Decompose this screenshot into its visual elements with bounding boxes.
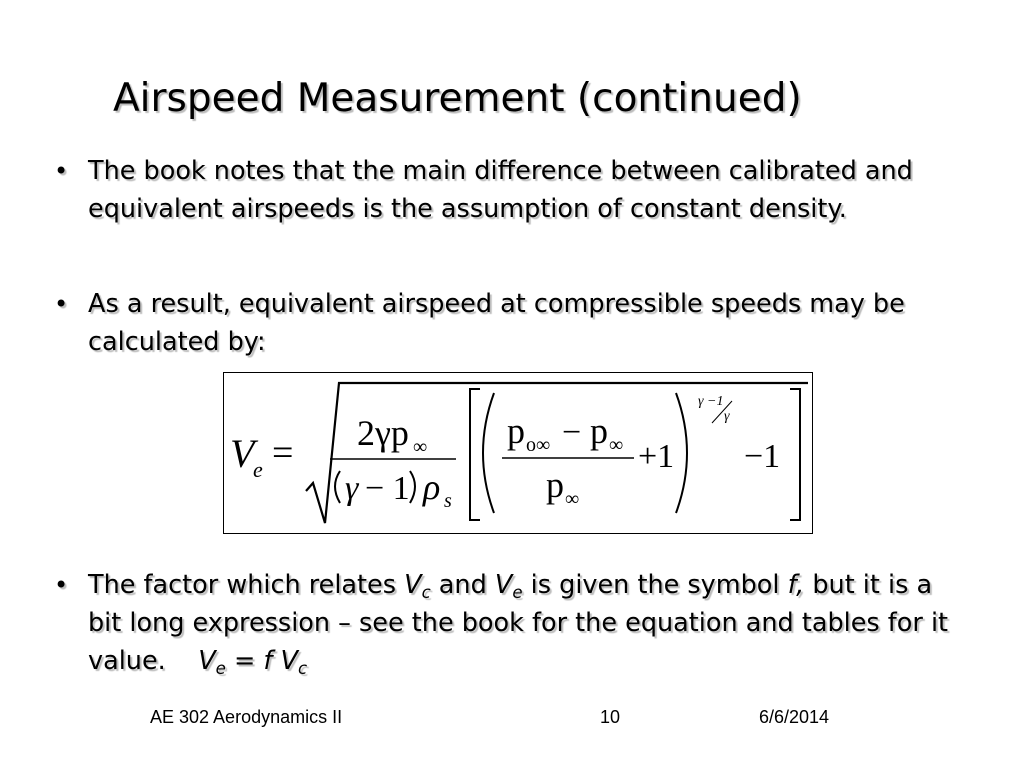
exponent-denominator: γ: [724, 409, 730, 424]
frac2-denominator-p: p: [546, 465, 564, 505]
big-paren-right: [676, 393, 687, 513]
frac1-numerator-sub: ∞: [413, 436, 428, 458]
bullet-marker: •: [54, 290, 69, 318]
vc-symbol: $V_c$: [404, 570, 431, 602]
bullet3-part3: is given the symbol: [522, 570, 788, 600]
bullet-marker: •: [54, 571, 69, 599]
lhs-v: V: [230, 431, 255, 476]
frac2-numerator-p-sub: ∞: [609, 434, 624, 456]
bullet3-part4: but it is a bit long expression – see the book for the equation and tables for it value.: [88, 570, 949, 676]
minus-one: −1: [744, 438, 781, 475]
exponent-numerator: γ −1: [698, 394, 724, 409]
paren-left: [335, 471, 340, 503]
equals-sign: =: [272, 432, 294, 474]
bullet-text: [88, 566, 968, 680]
bullet-text: As a result, equivalent airspeed at compressible speeds may be calculated by:: [88, 289, 905, 357]
footer-page-number: 10: [600, 707, 621, 727]
frac2-numerator-p: p: [590, 411, 608, 451]
frac2-numerator-minus: −: [562, 414, 582, 451]
frac1-den-rho-sub: s: [444, 490, 452, 512]
frac1-den-minus-one: − 1: [365, 470, 410, 507]
frac1-numerator: 2γp: [357, 413, 409, 453]
slide-title: Airspeed Measurement (continued): [113, 76, 802, 121]
big-paren-left: [483, 393, 494, 513]
frac2-denominator-sub: ∞: [565, 488, 580, 510]
bracket-left: [470, 389, 480, 520]
paren-right: [410, 471, 415, 503]
relation-equation: $V_e = f$ $V_c$: [198, 646, 308, 678]
frac1-den-gamma: γ: [345, 470, 359, 507]
bullet3-part2: and: [430, 570, 495, 600]
frac2-numerator-p0-sub: o∞: [526, 434, 551, 456]
bullet-marker: •: [54, 157, 69, 185]
footer-course: AE 302 Aerodynamics II: [150, 707, 343, 727]
lhs-subscript: e: [253, 457, 263, 482]
frac2-numerator-p0: p: [507, 411, 525, 451]
ve-symbol: $V_e$: [494, 570, 523, 602]
equivalent-airspeed-equation: [224, 373, 814, 535]
frac1-den-rho: ρ: [423, 467, 441, 507]
f-symbol: f,: [787, 570, 805, 600]
plus-one: +1: [638, 438, 675, 475]
footer-date: 6/6/2014: [759, 707, 830, 727]
bracket-right: [790, 389, 800, 520]
bullet-text: The book notes that the main difference between calibrated and equivalent airspeeds is the assumption of constant density.: [88, 156, 913, 224]
bullet3-part1: The factor which relates: [88, 570, 405, 600]
equation-box: [223, 372, 813, 534]
